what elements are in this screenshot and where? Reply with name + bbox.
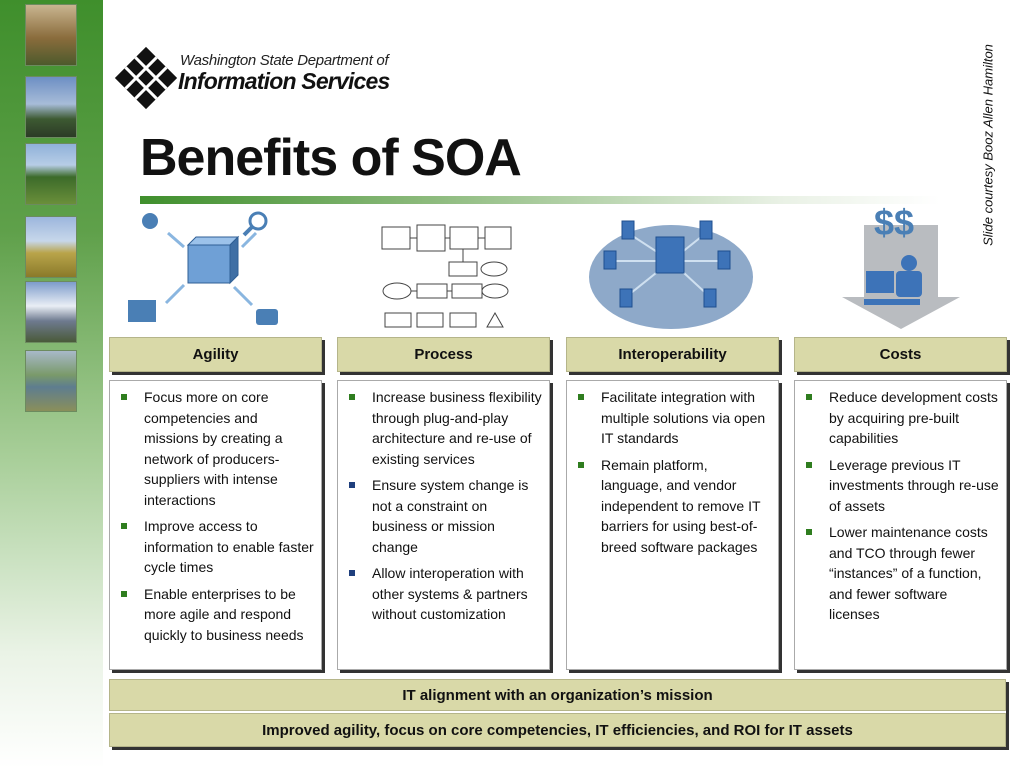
column-body-costs <box>794 380 1007 670</box>
list-item <box>372 387 543 469</box>
org-name-line1: Washington State Department of <box>180 52 389 69</box>
list-item <box>144 584 315 646</box>
bullet-icon <box>349 394 355 400</box>
slide-credit: Slide courtesy Booz Allen Hamilton <box>980 44 996 246</box>
list-item <box>601 455 772 558</box>
org-name-line2: Information Services <box>178 68 390 94</box>
decorative-sidebar <box>0 0 103 768</box>
list-item <box>372 563 543 625</box>
title-underline <box>140 196 940 204</box>
column-body-interoperability <box>566 380 779 670</box>
service-hub-illustration <box>110 205 325 333</box>
page-title: Benefits of SOA <box>140 129 521 187</box>
bullet-icon <box>578 462 584 468</box>
mountain-photo <box>25 281 77 343</box>
river-photo <box>25 350 77 412</box>
bullet-icon <box>806 462 812 468</box>
column-heading-interoperability: Interoperability <box>566 337 779 372</box>
bullet-icon <box>121 591 127 597</box>
bullet-text: Reduce development costs by acquiring pre-built capabilities <box>829 389 998 446</box>
bullet-text: Ensure system change is not a constraint on business or mission change <box>372 477 529 555</box>
bullet-icon <box>806 529 812 535</box>
process-flowchart-illustration <box>337 205 552 333</box>
bullet-text: Remain platform, language, and vendor independent to remove IT barriers for using best-of-breed software packages <box>601 456 761 555</box>
forest-photo <box>25 143 77 205</box>
column-heading-costs: Costs <box>794 337 1007 372</box>
bullet-text: Focus more on core competencies and missions by creating a network of producers-suppliers with intense interactions <box>144 389 283 508</box>
column-heading-agility: Agility <box>109 337 322 372</box>
list-item <box>144 387 315 510</box>
bullet-icon <box>349 482 355 488</box>
bullet-icon <box>121 523 127 529</box>
bullet-text: Improve access to information to enable faster cycle times <box>144 518 314 575</box>
lighthouse-photo <box>25 76 77 138</box>
bullet-text: Enable enterprises to be more agile and respond quickly to business needs <box>144 585 304 643</box>
server-network-illustration <box>566 205 781 333</box>
column-body-agility <box>109 380 322 670</box>
outcome-banner: Improved agility, focus on core competencies, IT efficiencies, and ROI for IT assets <box>109 713 1006 747</box>
dollar-computer-illustration <box>794 205 1009 333</box>
bullet-text: Facilitate integration with multiple solutions via open IT standards <box>601 389 766 446</box>
list-item <box>144 516 315 578</box>
column-heading-process: Process <box>337 337 550 372</box>
svg-text:$$: $$ <box>874 205 915 243</box>
list-item <box>829 455 1000 517</box>
wheat-field-photo <box>25 216 77 278</box>
bullet-text: Leverage previous IT investments through re-use of assets <box>829 456 999 514</box>
bullet-icon <box>578 394 584 400</box>
bullet-text: Increase business flexibility through plug-and-play architecture and re-use of existing services <box>372 389 542 467</box>
bullet-icon <box>806 394 812 400</box>
list-item <box>829 387 1000 449</box>
bullet-icon <box>121 394 127 400</box>
mission-banner: IT alignment with an organization’s mission <box>109 679 1006 711</box>
list-item <box>372 475 543 557</box>
capitol-photo <box>25 4 77 66</box>
bullet-icon <box>349 570 355 576</box>
list-item <box>829 522 1000 625</box>
list-item <box>601 387 772 449</box>
column-body-process <box>337 380 550 670</box>
bullet-text: Allow interoperation with other systems & partners without customization <box>372 565 528 622</box>
bullet-text: Lower maintenance costs and TCO through fewer “instances” of a function, and fewer software licenses <box>829 524 988 622</box>
